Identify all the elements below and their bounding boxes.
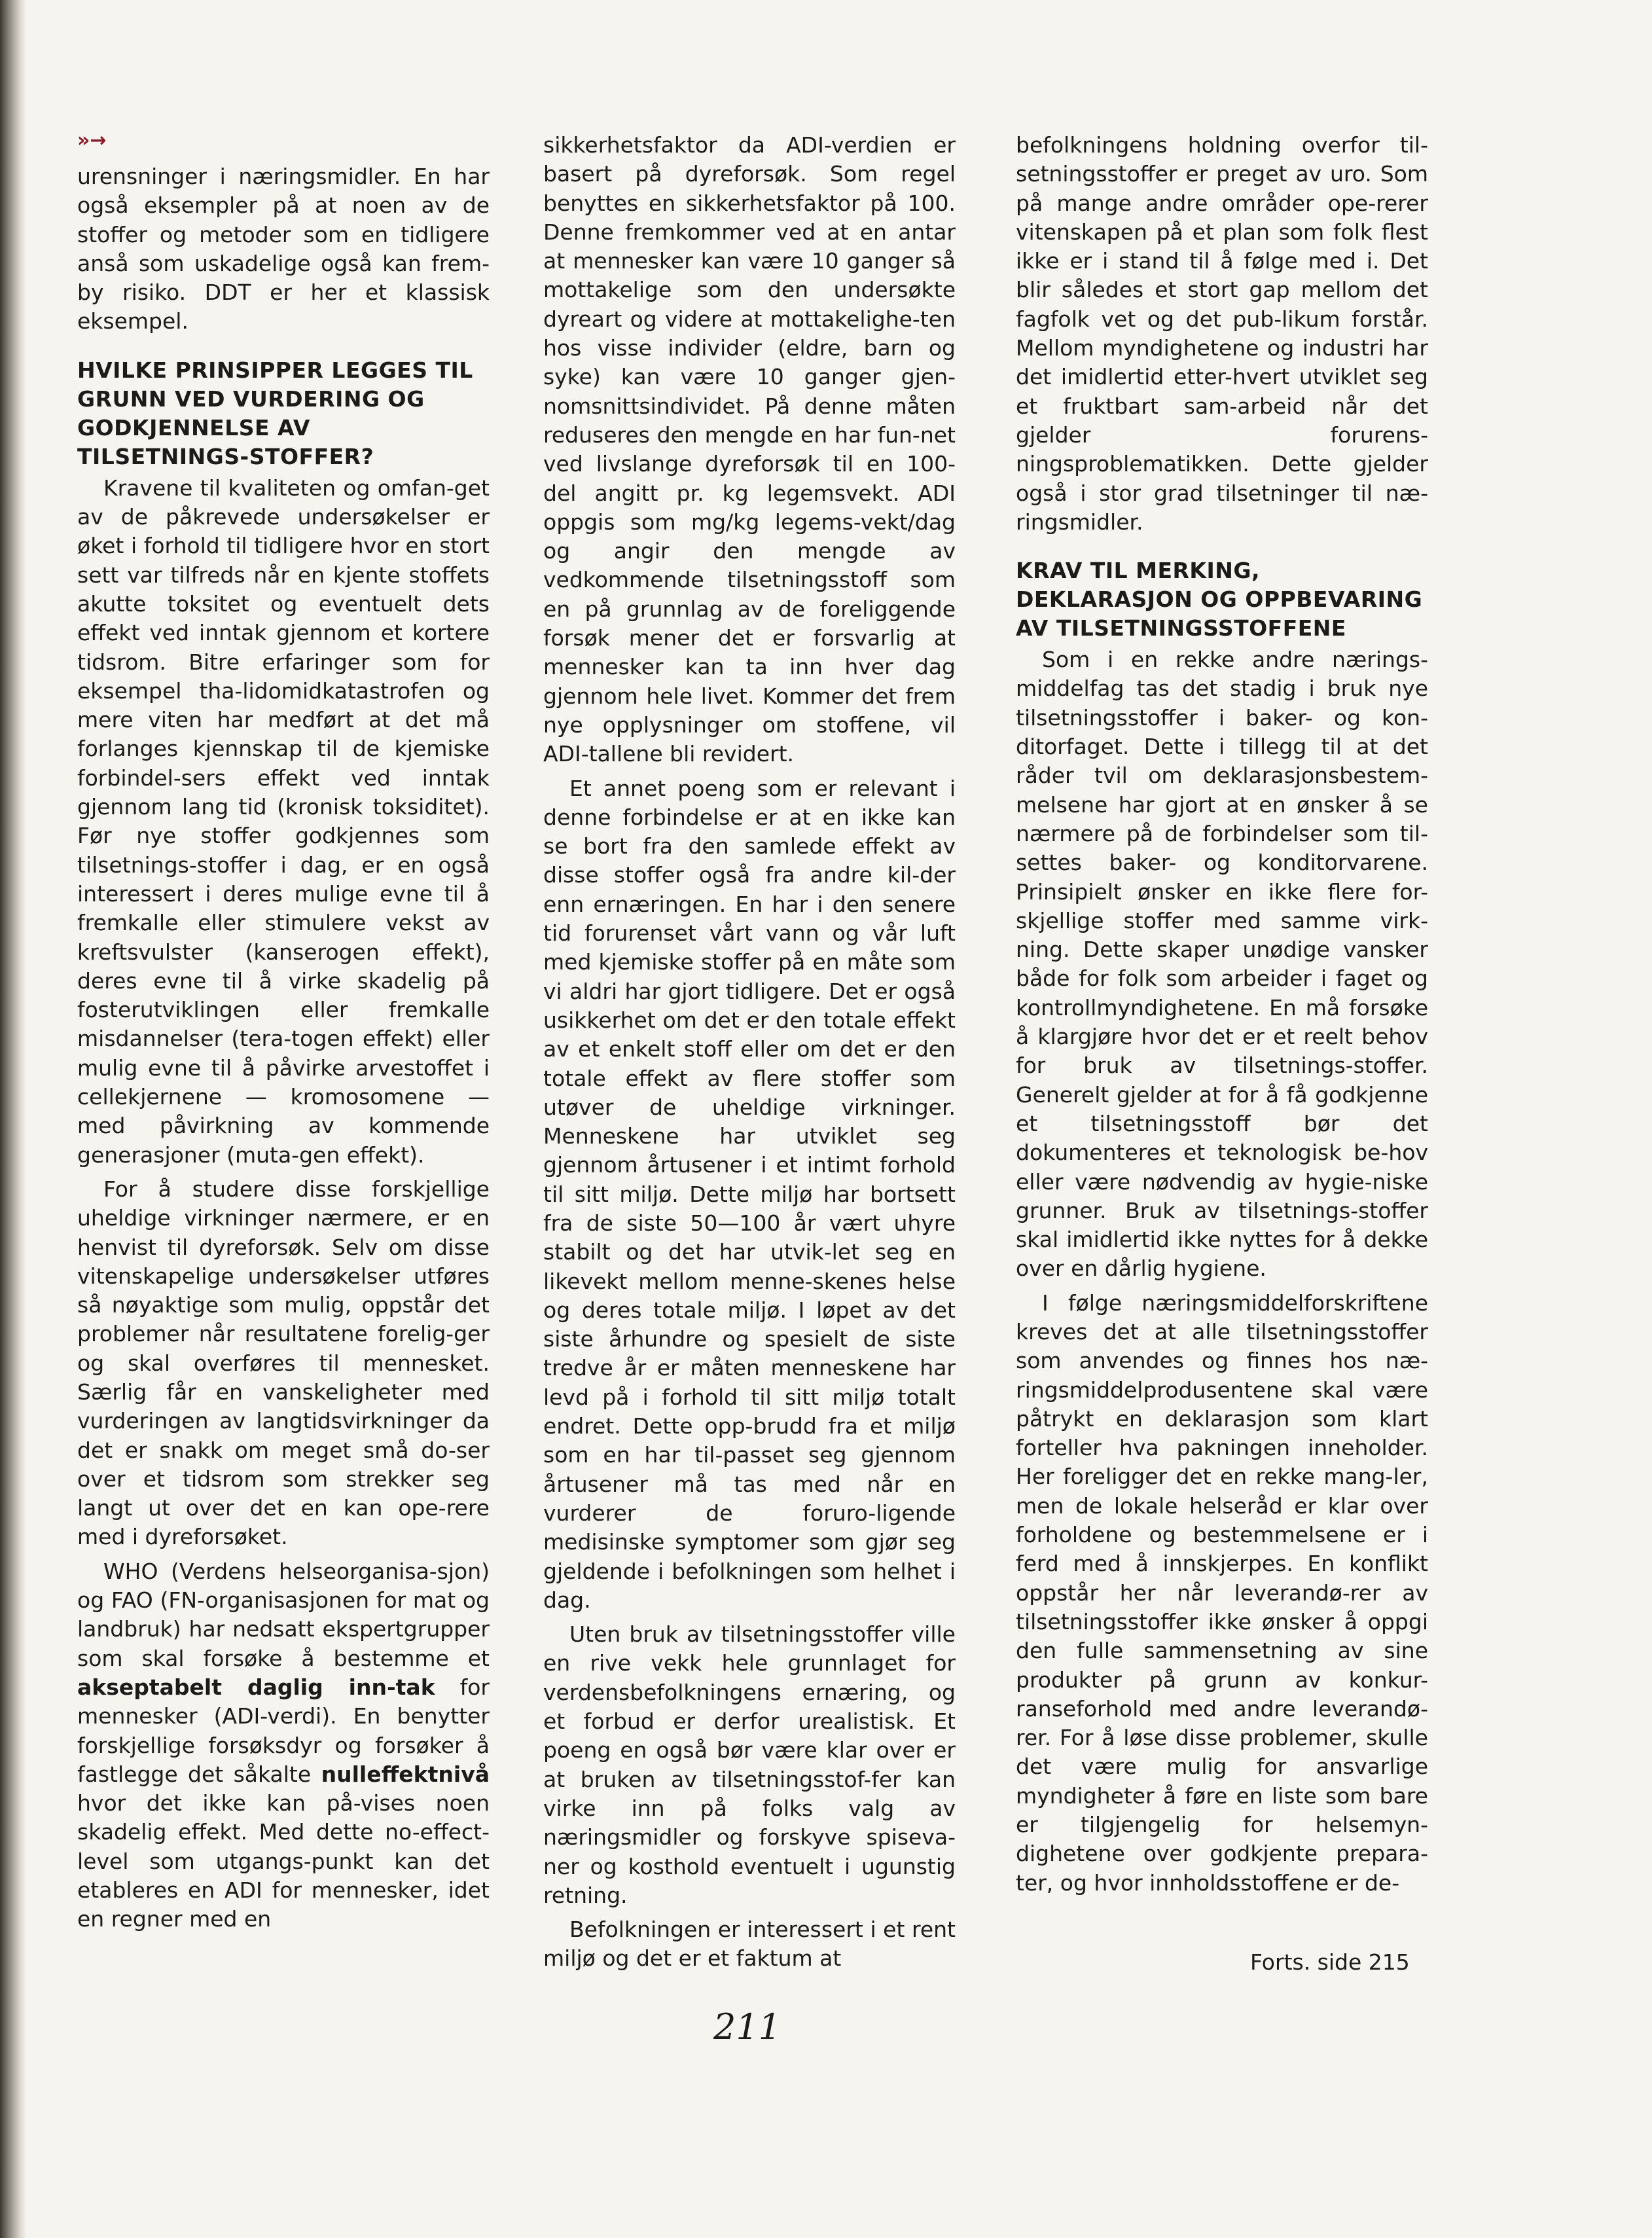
paragraph: Befolkningen er interessert i et rent miljø og det er et faktum at — [543, 1917, 956, 1972]
paragraph: I følge næringsmiddelforskriftene kreves det at alle tilsetningsstoffer som anvendes og finnes hos næ-ringsmiddelprodusentene skal være påtrykt en deklarasjon som klart forteller hva pakningen inneholder. Her foreligger det en rekke mang-ler, men de lokale helseråd er klar over forholdene og bestemmelsene er i ferd med å innskjerpes. En konflikt oppstår her når leverandø-rer av tilsetningsstoffer ikke ønsker å oppgi den fulle sammensetning av sine produkter på grunn av konkur-ranseforhold med andre leverandø-rer. For å løse disse problemer, skulle det være mulig for ansvarlige myndigheter å føre en liste som bare er tilgjengelig for helsemyn-dighetene over godkjente prepara-ter, og hvor innholdsstoffene er de- — [1016, 1290, 1428, 1896]
column-left — [77, 162, 490, 1940]
paragraph: Uten bruk av tilsetningsstoffer ville en rive vekk hele grunnlaget for verdensbefolkningens ernæring, og et forbud er derfor urealistisk. Et poeng en også bør være klar over er at bruken av tilsetningsstof-fer kan virke inn på folks valg av næringsmidler og forskyve spiseva-ner og kosthold eventuelt i ugunstig retning. — [543, 1621, 956, 1908]
column-middle — [543, 131, 956, 1979]
bold-term: nulleffektnivå — [321, 1761, 490, 1787]
bold-term: akseptabelt daglig inn-tak — [77, 1674, 435, 1700]
continued-note: Forts. side 215 — [1250, 1949, 1410, 1975]
continuation-arrow-icon: »→ — [77, 129, 107, 152]
text-run: WHO (Verdens helseorganisa-sjon) og FAO (FN-organisasjonen for mat og landbruk) har nedsatt ekspertgrupper som skal forsøke å bestemme et — [77, 1558, 490, 1671]
paragraph: Et annet poeng som er relevant i denne forbindelse er at en ikke kan se bort fra den samlede effekt av disse stoffer også fra andre kil-der enn ernæringen. En har i den senere tid forurenset vårt vann og vår luft med kjemiske stoffer på en måte som vi aldri har gjort tidligere. Det er også usikkerhet om det er den totale effekt av et enkelt stoff eller om det er den totale effekt av flere stoffer som utøver de uheldige virkninger. Menneskene har utviklet seg gjennom årtusener i et intimt forhold til sitt miljø. Dette miljø har bortsett fra de siste 50—100 år vært uhyre stabilt og det har utvik-let seg en likevekt mellom menne-skenes helse og deres totale miljø. I løpet av det siste århundre og spesielt de siste tredve år er måten menneskene har levd på i forhold til sitt miljø totalt endret. Dette opp-brudd fra et miljø som en har til-passet seg gjennom årtusener må tas med når en vurderer de foruro-ligende medisinske symptomer som gjør seg gjeldende i befolkningen som helhet i dag. — [543, 775, 956, 1613]
text-run: for mennesker (ADI-verdi). En benytter forskjellige forsøksdyr og forsøker å fastlegge det såkalte — [77, 1674, 490, 1787]
paragraph: For å studere disse forskjellige uheldige virkninger nærmere, er en henvist til dyreforsøk. Selv om disse vitenskapelige undersøkelser utføres så nøyaktige som mulig, oppstår det problemer når resultatene forelig-ger og skal overføres til mennesket. Særlig får en vanskeligheter med vurderingen av langtidsvirkninger da det er snakk om meget små do-ser over et tidsrom som strekker seg langt ut over det en kan ope-rere med i dyreforsøket. — [77, 1176, 490, 1550]
paragraph: Som i en rekke andre nærings-middelfag tas det stadig i bruk nye tilsetningsstoffer i baker- og kon-ditorfaget. Dette i tillegg til at det råder tvil om deklarasjonsbestem-melsene har gjort at en ønsker å se nærmere på de forbindelser som til-settes baker- og konditorvarene. Prinsipielt ønsker en ikke flere for-skjellige stoffer med samme virk-ning. Dette skaper unødige vansker både for folk som arbeider i faget og kontrollmyndighetene. En må forsøke å klargjøre hvor det er et reelt behov for bruk av tilsetnings-stoffer. Generelt gjelder at for å få godkjenne et tilsetningsstoff bør det dokumenteres et teknologisk be-hov eller være nødvendig av hygie-niske grunner. Bruk av tilsetnings-stoffer skal imidlertid ikke nyttes for å dekke over en dårlig hygiene. — [1016, 647, 1428, 1282]
paragraph: sikkerhetsfaktor da ADI-verdien er basert på dyreforsøk. Som regel benyttes en sikkerhetsfaktor på 100. Denne fremkommer ved at en antar at mennesker kan være 10 ganger så mottakelige som den undersøkte dyreart og videre at mottakelighe-ten hos visse individer (eldre, barn og syke) kan være 10 ganger gjen-nomsnittsindividet. På denne måten reduseres den mengde en har fun-net ved livslange dyreforsøk til en 100-del angitt pr. kg legemsvekt. ADI oppgis som mg/kg legems-vekt/dag og angir den mengde av vedkommende tilsetningsstoff som en på grunnlag av de foreliggende forsøk mener det er forsvarlig at mennesker kan ta inn hver dag gjennom hele livet. Kommer det frem nye opplysninger om stoffene, vil ADI-tallene bli revidert. — [543, 132, 956, 767]
paragraph — [77, 1557, 490, 1934]
section-heading: HVILKE PRINSIPPER LEGGES TIL GRUNN VED VURDERING OG GODKJENNELSE AV TILSETNINGS-STOFFER? — [77, 357, 473, 469]
paragraph: urensninger i næringsmidler. En har også eksempler på at noen av de stoffer og metoder som en tidligere anså som uskadelige også kan frem-by risiko. DDT er her et klassisk eksempel. — [77, 164, 490, 334]
page-number: 211 — [713, 2006, 781, 2048]
text-run: hvor det ikke kan på-vises noen skadelig effekt. Med dette no-effect-level som utgangs-punkt kan det etableres en ADI for mennesker, idet en regner med en — [77, 1790, 490, 1932]
paragraph: Kravene til kvaliteten og omfan-get av de påkrevede undersøkelser er øket i forhold til tidligere hvor en stort sett var tilfreds når en kjente stoffets akutte toksitet og eventuelt dets effekt ved inntak gjennom et kortere tidsrom. Bitre erfaringer som for eksempel tha-lidomidkatastrofen og mere viten har medført at det må forlanges kjennskap til de kjemiske forbindel-sers effekt ved inntak gjennom lang tid (kronisk toksiditet). Før nye stoffer godkjennes som tilsetnings-stoffer i dag, er en også interessert i deres mulige evne til å fremkalle eller stimulere vekst av kreftsvulster (kanserogen effekt), deres evne til å virke skadelig på fosterutviklingen eller fremkalle misdannelser (tera-togen effekt) eller mulig evne til å påvirke arvestoffet i cellekjernene — kromosomene — med påvirkning av kommende generasjoner (muta-gen effekt). — [77, 475, 490, 1168]
section-heading: KRAV TIL MERKING, DEKLARASJON OG OPPBEVARING AV TILSETNINGSSTOFFENE — [1016, 558, 1423, 641]
paragraph: befolkningens holdning overfor til-setningsstoffer er preget av uro. Som på mange andre områder ope-rerer vitenskapen på et plan som folk flest ikke er i stand til å følge med i. Det blir således et stort gap mellom det fagfolk vet og det pub-likum forstår. Mellom myndighetene og industri har det imidlertid etter-hvert utviklet seg et fruktbart sam-arbeid når det gjelder forurens-ningsproblematikken. Dette gjelder også i stor grad tilsetninger til næ-ringsmidler. — [1016, 132, 1428, 535]
column-right — [1016, 131, 1428, 1903]
book-spine-shadow — [0, 0, 26, 2238]
